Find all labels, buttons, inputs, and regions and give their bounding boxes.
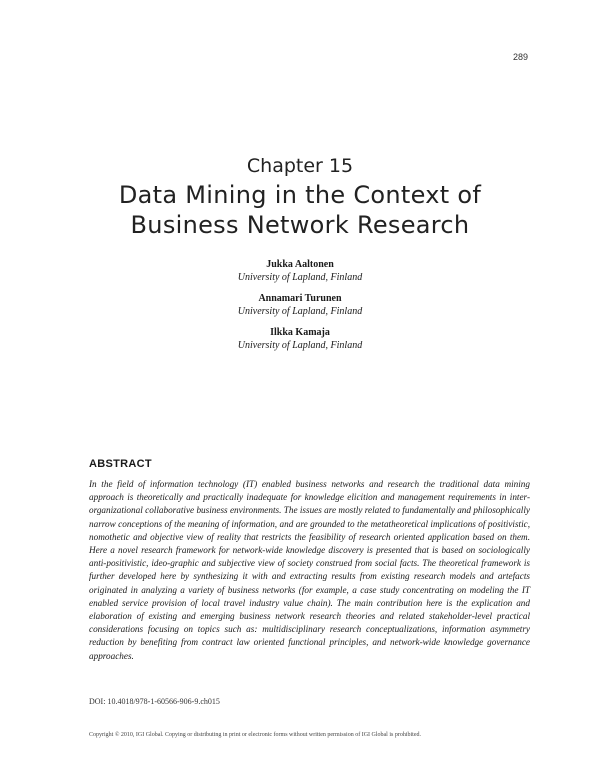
author-affiliation: University of Lapland, Finland	[237, 340, 363, 351]
chapter-title	[60, 180, 540, 240]
author-block	[0, 326, 600, 352]
author-block	[0, 258, 600, 284]
chapter-title-line-2: Business Network Research	[130, 211, 470, 239]
author-name: Jukka Aaltonen	[266, 259, 334, 270]
author-affiliation: University of Lapland, Finland	[237, 306, 363, 317]
copyright-notice: Copyright © 2010, IGI Global. Copying or distributing in print or electronic forms without written permission of IGI Global is prohibited.	[89, 732, 422, 738]
doi: DOI: 10.4018/978-1-60566-906-9.ch015	[89, 697, 220, 706]
author-name: Annamari Turunen	[258, 293, 342, 304]
author-block	[0, 292, 600, 318]
chapter-title-line-1: Data Mining in the Context of	[118, 181, 482, 209]
abstract-heading: ABSTRACT	[89, 458, 152, 470]
author-list	[0, 258, 600, 360]
page-number: 289	[512, 52, 528, 62]
author-affiliation: University of Lapland, Finland	[237, 272, 363, 283]
author-name: Ilkka Kamaja	[270, 327, 330, 338]
abstract-text: In the field of information technology (IT) enabled business networks and research the traditional data mining approach is theoretically and practically inadequate for knowledge elicition and management requirements in inter-organizational collaborative business environments. The issues are mostly related to fundamentally and philosophically narrow conceptions of the meaning of information, and are grounded to the metatheoretical implications of positivistic, nomothetic and objective view of reality that restricts the feasibility of research oriented application based on them. Here a novel research framework for network-wide knowledge discovery is presented that is based on sociologically anti-positivistic, ideo-graphic and subjective view of society construed from social facts. The theoretical framework is further developed here by synthesizing it with and extracting results from existing research models and artefacts originated in analyzing a variety of business networks (for example, a case study concentrating on modeling the IT enabled service provision of local travel industry value chain). The main contribution here is the explication and elaboration of existing and emerging business network research theories and related stakeholder-level practical considerations focusing on topics such as: multidisciplinary research conceptualizations, information asymmetry reduction by benefiting from contract law oriented functional principles, and network-wide knowledge governance approaches.	[89, 479, 530, 661]
chapter-label: Chapter 15	[246, 155, 354, 177]
